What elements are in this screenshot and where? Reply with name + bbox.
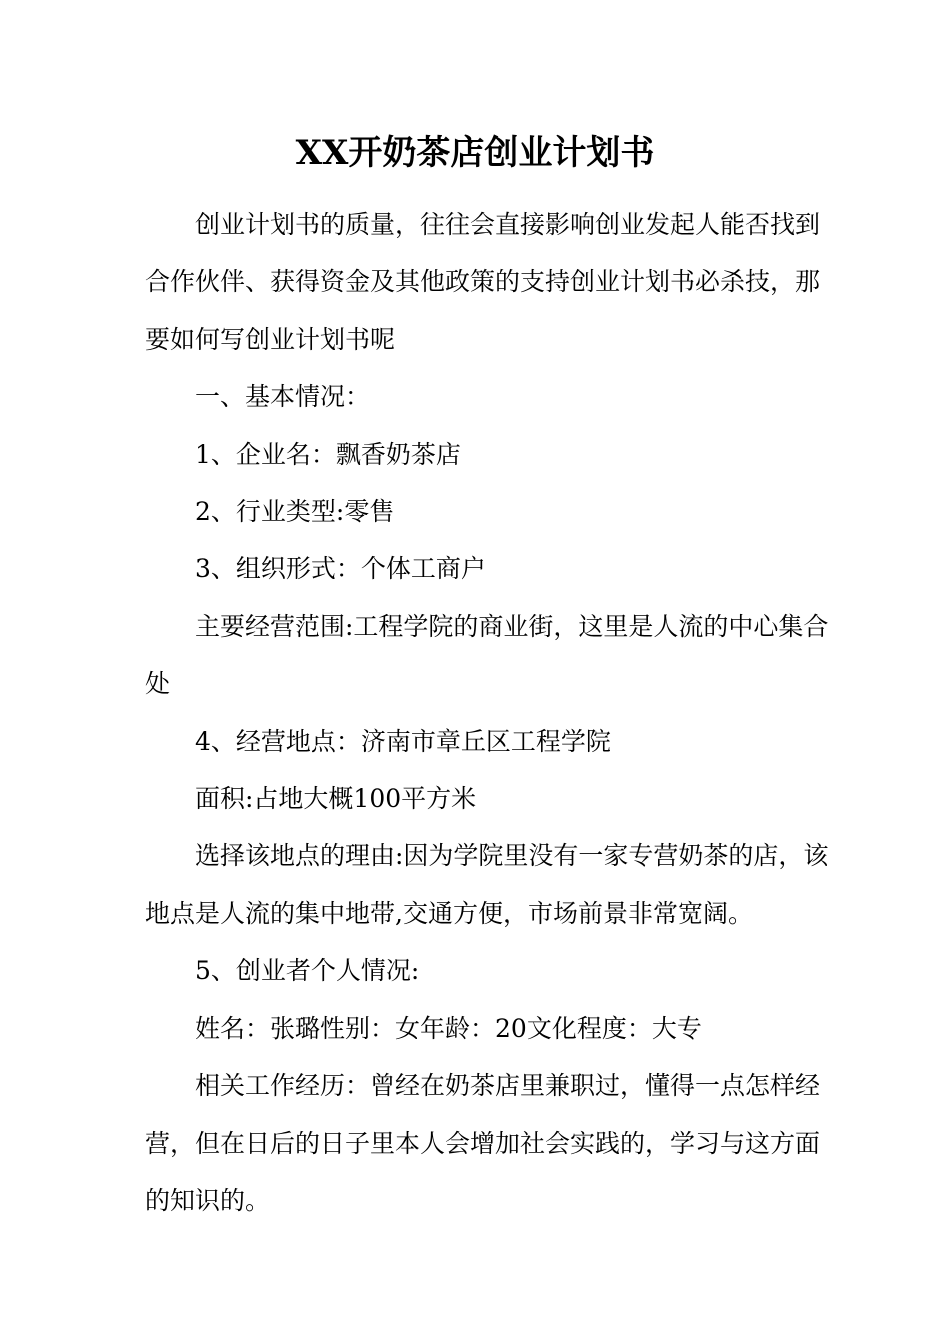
paragraph-organization-form: 3、组织形式：个体工商户 [195,554,486,584]
paragraph-founder-heading: 5、创业者个人情况: [195,956,420,986]
paragraph-intro: 创业计划书的质量，往往会直接影响创业发起人能否找到合作伙伴、获得资金及其他政策的支持创业计划书必杀技，那要如何写创业计划书呢 [145,210,821,354]
paragraph-business-scope: 主要经营范围:工程学院的商业街，这里是人流的中心集合处 [145,611,829,699]
document-body [145,196,835,1229]
paragraph-area: 面积:占地大概100平方米 [195,784,477,814]
paragraph-industry-type: 2、行业类型:零售 [195,497,395,527]
paragraph-location-reason: 选择该地点的理由:因为学院里没有一家专营奶茶的店，该地点是人流的集中地带,交通方便，市场前景非常宽阔。 [145,841,829,928]
document-title: XX开奶茶店创业计划书 [295,133,655,173]
paragraph-work-experience: 相关工作经历：曾经在奶茶店里兼职过，懂得一点怎样经营，但在日后的日子里本人会增加社会实践的，学习与这方面的知识的。 [145,1071,821,1215]
paragraph-company-name: 1、企业名：飘香奶茶店 [195,439,461,469]
paragraph-location: 4、经营地点：济南市章丘区工程学院 [195,726,611,756]
section-heading-basic-info: 一、基本情况： [195,382,371,412]
paragraph-founder-info: 姓名：张璐性别：女年龄：20文化程度：大专 [195,1013,702,1043]
